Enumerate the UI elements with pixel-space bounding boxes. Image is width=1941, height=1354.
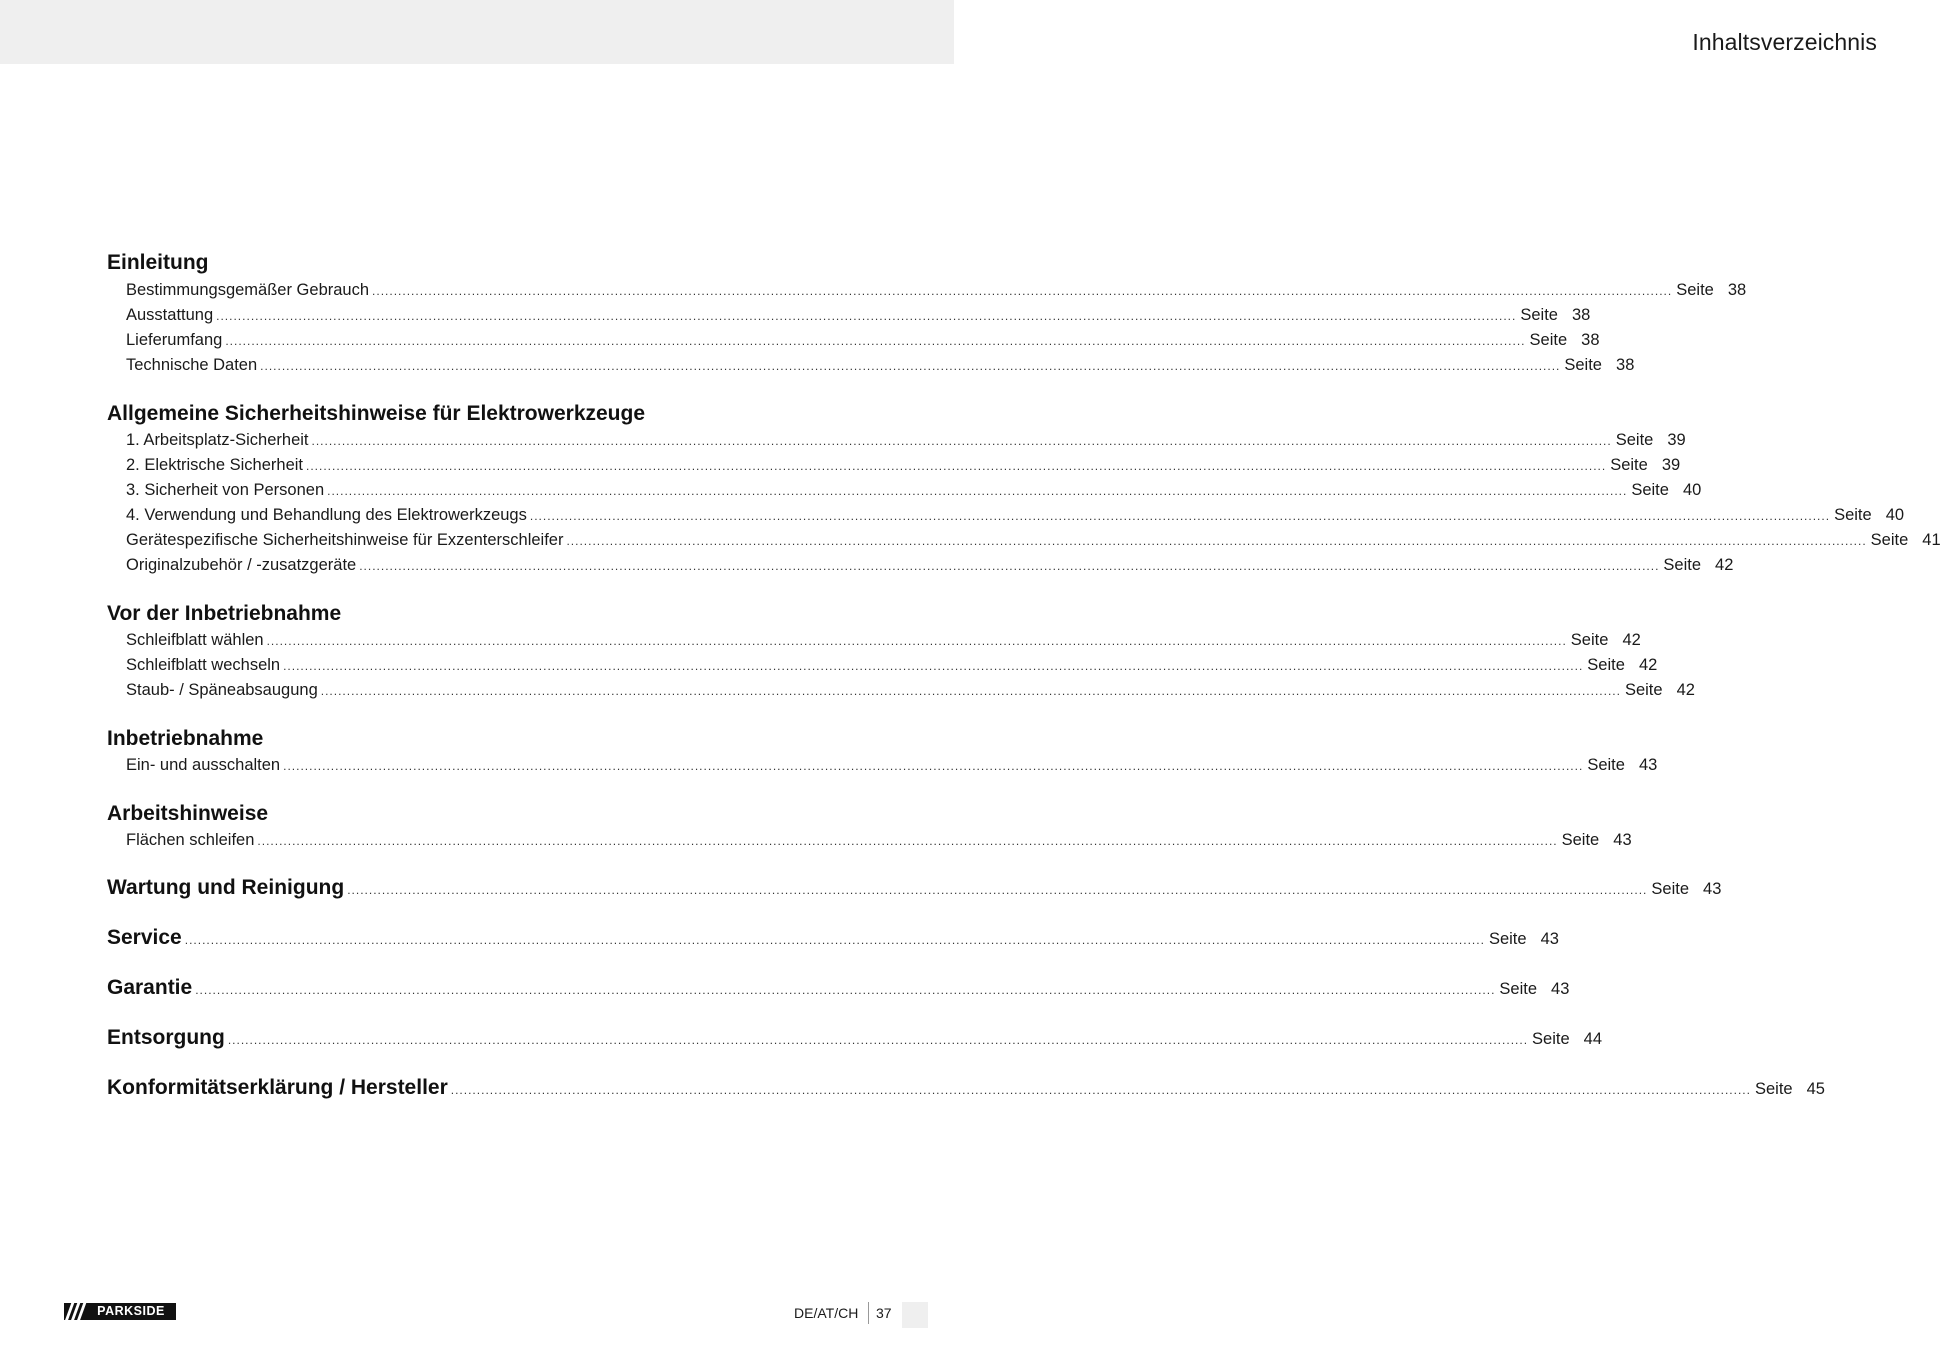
- footer-divider: [868, 1302, 869, 1324]
- toc-entry[interactable]: Ausstattung ............................................................................................................................................................................................................................................................................................................ Seite 38: [126, 306, 1591, 324]
- toc-entry-page: 44: [1583, 1030, 1603, 1048]
- logo-text: PARKSIDE: [86, 1303, 176, 1320]
- section-heading-inbetriebnahme: Inbetriebnahme: [107, 727, 264, 750]
- toc-entry[interactable]: Staub- / Späneabsaugung ............................................................................................................................................................................................................................................................................................................ Seite 42: [126, 681, 1695, 699]
- toc-top-entry-entsorgung[interactable]: Entsorgung ............................................................................................................................................................................................................................................................................................................ Seite 44: [107, 1026, 1603, 1049]
- toc-entry[interactable]: Ein- und ausschalten ............................................................................................................................................................................................................................................................................................................ Seite 43: [126, 756, 1658, 774]
- toc-entry[interactable]: Schleifblatt wählen ............................................................................................................................................................................................................................................................................................................ Seite 42: [126, 631, 1641, 649]
- toc-entry[interactable]: Gerätespezifische Sicherheitshinweise für Exzenterschleifer ............................................................................................................................................................................................................................................................................................................ Seite 41: [126, 531, 1941, 549]
- toc-top-entry-label: Garantie: [107, 976, 193, 999]
- toc-entry-label: 4. Verwendung und Behandlung des Elektrowerkzeugs: [126, 506, 527, 524]
- toc-entry-label: Flächen schleifen: [126, 831, 255, 849]
- toc-top-entry-label: Service: [107, 926, 182, 949]
- toc-entry[interactable]: Bestimmungsgemäßer Gebrauch ............................................................................................................................................................................................................................................................................................................ Seite 38: [126, 281, 1747, 299]
- toc-top-entry-garantie[interactable]: Garantie ............................................................................................................................................................................................................................................................................................................ Seite 43: [107, 976, 1570, 999]
- toc-top-entry-label: Wartung und Reinigung: [107, 876, 345, 899]
- toc-entry[interactable]: 2. Elektrische Sicherheit ............................................................................................................................................................................................................................................................................................................ Seite 39: [126, 456, 1681, 474]
- toc-entry-label: 2. Elektrische Sicherheit: [126, 456, 303, 474]
- toc-entry-page: 43: [1540, 930, 1559, 948]
- toc-entry[interactable]: 4. Verwendung und Behandlung des Elektrowerkzeugs ............................................................................................................................................................................................................................................................................................................ Seite 40: [126, 506, 1905, 524]
- toc-entry-page: 42: [1715, 556, 1734, 574]
- toc-entry[interactable]: 3. Sicherheit von Personen ............................................................................................................................................................................................................................................................................................................ Seite 40: [126, 481, 1702, 499]
- toc-entry-label: Schleifblatt wählen: [126, 631, 264, 649]
- toc-entry-label: Bestimmungsgemäßer Gebrauch: [126, 281, 370, 299]
- toc-entry-page: 43: [1613, 831, 1632, 849]
- toc-entry-page: 40: [1682, 481, 1702, 499]
- toc-entry-label: 1. Arbeitsplatz-Sicherheit: [126, 431, 309, 449]
- toc-entry-page: 42: [1638, 656, 1658, 674]
- section-heading-arbeitshinweise: Arbeitshinweise: [107, 802, 269, 825]
- toc-entry-label: 3. Sicherheit von Personen: [126, 481, 325, 499]
- logo-stripes-icon: [64, 1303, 86, 1320]
- footer-locale: DE/AT/CH: [794, 1305, 859, 1321]
- toc-entry-label: Schleifblatt wechseln: [126, 656, 281, 674]
- toc-entry-page: 38: [1571, 306, 1591, 324]
- page-number: 37: [876, 1305, 892, 1321]
- toc-entry-page: 42: [1622, 631, 1641, 649]
- toc-entry-label: Lieferumfang: [126, 331, 223, 349]
- toc-entry-page: 38: [1727, 281, 1747, 299]
- toc-entry-label: Gerätespezifische Sicherheitshinweise für Exzenterschleifer: [126, 531, 564, 549]
- toc-entry-page: 43: [1638, 756, 1658, 774]
- toc-entry-label: Staub- / Späneabsaugung: [126, 681, 318, 699]
- toc-entry[interactable]: Lieferumfang ............................................................................................................................................................................................................................................................................................................ Seite 38: [126, 331, 1600, 349]
- toc-entry[interactable]: Originalzubehör / -zusatzgeräte ............................................................................................................................................................................................................................................................................................................ Seite 42: [126, 556, 1734, 574]
- toc-entry-page: 42: [1676, 681, 1695, 699]
- toc-entry[interactable]: 1. Arbeitsplatz-Sicherheit ............................................................................................................................................................................................................................................................................................................ Seite 39: [126, 431, 1686, 449]
- toc-top-entry-wartung[interactable]: Wartung und Reinigung ............................................................................................................................................................................................................................................................................................................ Seite 43: [107, 876, 1722, 899]
- section-heading-vor-der-inbetriebnahme: Vor der Inbetriebnahme: [107, 602, 342, 625]
- toc-entry-page: 39: [1661, 456, 1681, 474]
- toc-entry-page: 41: [1922, 531, 1941, 549]
- section-heading-einleitung: Einleitung: [107, 251, 209, 274]
- toc-entry-page: 45: [1806, 1080, 1825, 1098]
- toc-entry-label: Originalzubehör / -zusatzgeräte: [126, 556, 357, 574]
- toc-entry[interactable]: Technische Daten ............................................................................................................................................................................................................................................................................................................ Seite 38: [126, 356, 1635, 374]
- toc-top-entry-label: Konformitätserklärung / Hersteller: [107, 1076, 448, 1099]
- toc-top-entry-service[interactable]: Service ............................................................................................................................................................................................................................................................................................................ Seite 43: [107, 926, 1559, 949]
- toc-entry-page: 43: [1551, 980, 1570, 998]
- toc-entry[interactable]: Schleifblatt wechseln ............................................................................................................................................................................................................................................................................................................ Seite 42: [126, 656, 1658, 674]
- toc-entry-page: 43: [1703, 880, 1722, 898]
- toc-entry-label: Ausstattung: [126, 306, 214, 324]
- toc-entry-label: Ein- und ausschalten: [126, 756, 281, 774]
- toc-entry-page: 39: [1667, 431, 1686, 449]
- toc-entry-page: 38: [1616, 356, 1635, 374]
- header-band: [0, 0, 954, 64]
- footer-tab: [902, 1302, 928, 1328]
- toc-entry[interactable]: Flächen schleifen ............................................................................................................................................................................................................................................................................................................ Seite 43: [126, 831, 1632, 849]
- toc-entry-page: 40: [1885, 506, 1905, 524]
- page-title: Inhaltsverzeichnis: [1692, 29, 1877, 55]
- toc-entry-label: Technische Daten: [126, 356, 258, 374]
- toc-entry-page: 38: [1581, 331, 1600, 349]
- toc-top-entry-label: Entsorgung: [107, 1026, 225, 1049]
- section-heading-sicherheitshinweise: Allgemeine Sicherheitshinweise für Elektrowerkzeuge: [107, 402, 646, 425]
- parkside-logo: [64, 1303, 176, 1320]
- toc-top-entry-konformitaet[interactable]: Konformitätserklärung / Hersteller ............................................................................................................................................................................................................................................................................................................ Seite 45: [107, 1076, 1825, 1099]
